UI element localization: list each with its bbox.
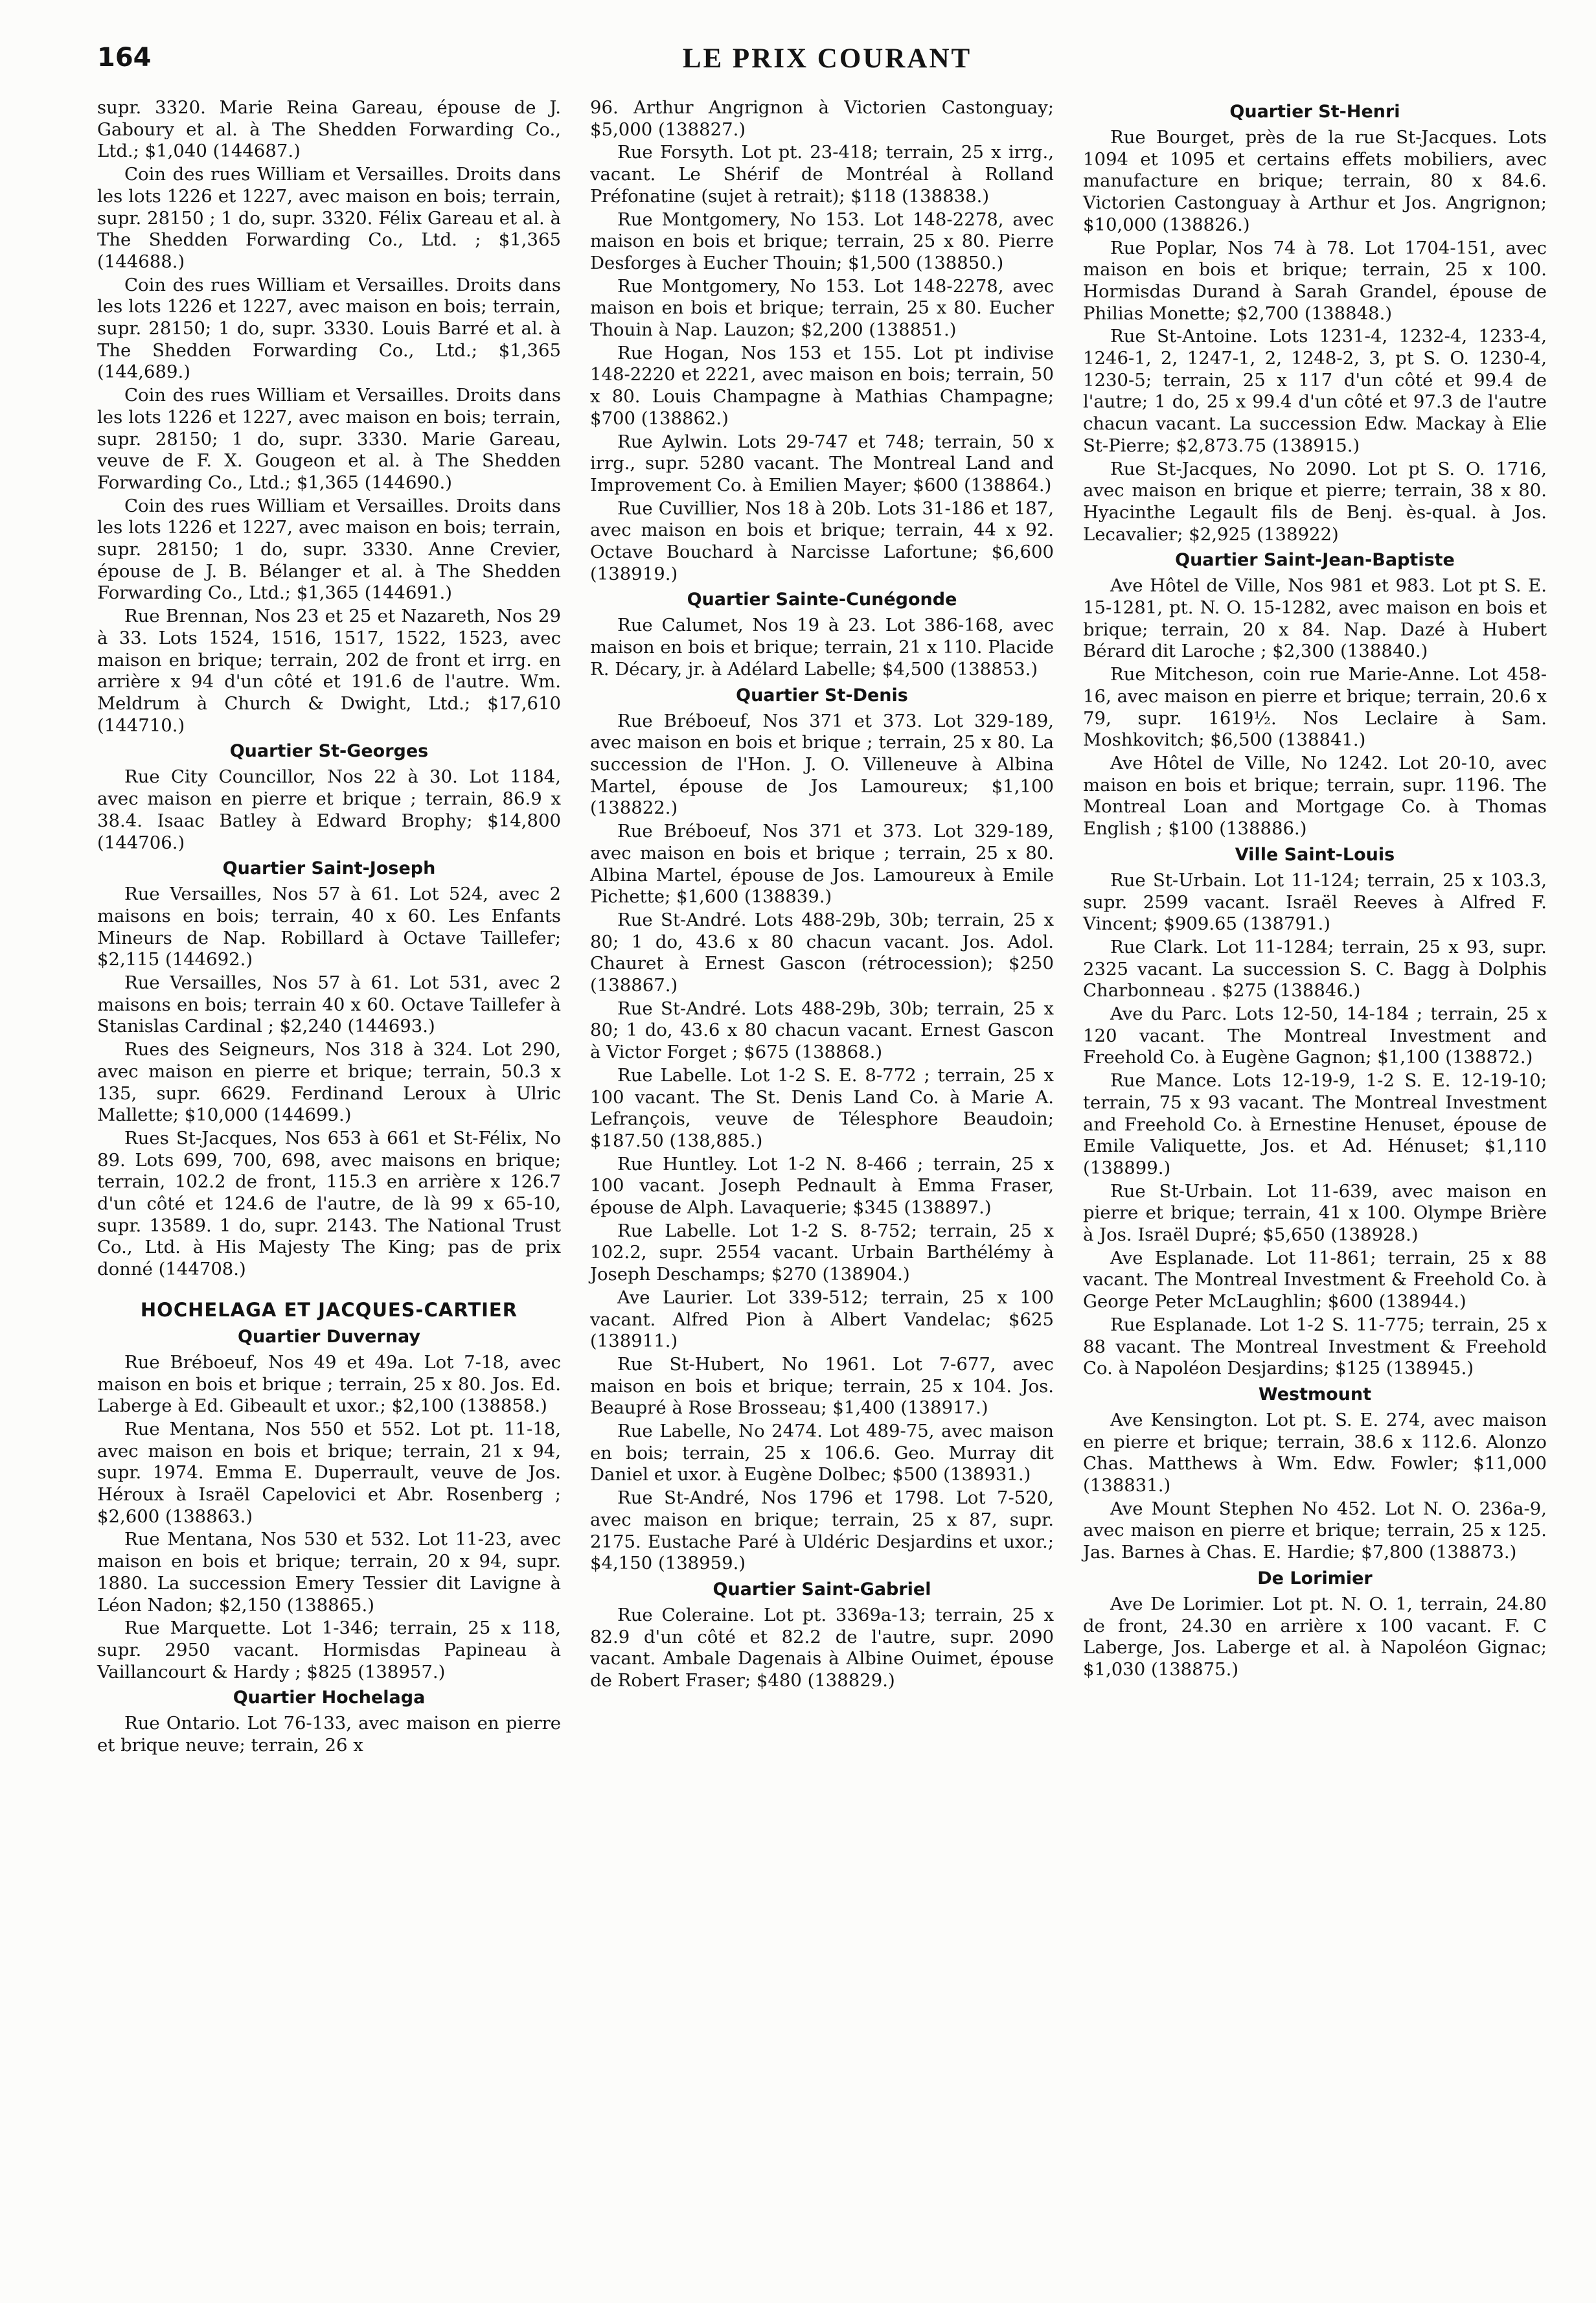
transaction-entry: Rue Coleraine. Lot pt. 3369a-13; terrain, 25 x 82.9 d'un côté et 82.2 de l'autre, supr. 2090 vacant. Ambale Dagenais à Albine Ouimet, épouse de Robert Fraser; $480 (138829.) — [590, 1605, 1054, 1691]
district-heading: Quartier Sainte-Cunégonde — [687, 590, 957, 610]
district-heading: Quartier Saint-Gabriel — [712, 1579, 931, 1599]
district-heading: Quartier Hochelaga — [233, 1688, 426, 1708]
transaction-entry: Rue Cuvillier, Nos 18 à 20b. Lots 31-186 et 187, avec maison en bois et brique; terrain, 44 x 92. Octave Bouchard à Narcisse Lafortune; $6,600 (138919.) — [590, 498, 1054, 584]
journal-title: LE PRIX COURANT — [682, 43, 972, 74]
transaction-entry: Rue Mentana, Nos 530 et 532. Lot 11-23, avec maison en bois et brique; terrain, 20 x 94, supr. 1880. La succession Emery Tessier dit Lavigne à Léon Nadon; $2,150 (138865.) — [97, 1529, 561, 1616]
transaction-entry: Rue Forsyth. Lot pt. 23-418; terrain, 25 x irrg., vacant. Le Shérif de Montréal à Rolland Préfonatine (sujet à retrait); $118 (138838.) — [590, 142, 1054, 207]
transaction-entry: Rue St-André. Lots 488-29b, 30b; terrain, 25 x 80; 1 do, 43.6 x 80 chacun vacant. Jos. Adol. Chauret à Ernest Gascon (rétrocession); $250 (138867.) — [590, 909, 1054, 996]
transaction-entry: Rue St-Urbain. Lot 11-124; terrain, 25 x 103.3, supr. 2599 vacant. Israël Reeves à Alfred F. Vincent; $909.65 (138791.) — [1083, 869, 1547, 935]
text-columns — [97, 97, 1557, 1758]
transaction-entry: Rue Marquette. Lot 1-346; terrain, 25 x 118, supr. 2950 vacant. Hormisdas Papineau à Vaillancourt & Hardy ; $825 (138957.) — [97, 1618, 561, 1682]
transaction-entry: Ave Hôtel de Ville, No 1242. Lot 20-10, avec maison en bois et brique; terrain, supr. 1196. The Montreal Loan and Mortgage Co. à Thomas English ; $100 (138886.) — [1083, 752, 1547, 840]
transaction-entry: Rue Bourget, près de la rue St-Jacques. Lots 1094 et 1095 et certains effets mobiliers, avec manufacture en brique; terrain, 80 x 84.6. Victorien Castonguay à Arthur et Jos. Angrignon; $10,000 (138826.) — [1083, 127, 1547, 235]
transaction-entry: Coin des rues William et Versailles. Droits dans les lots 1226 et 1227, avec maison en bois; terrain, supr. 28150; 1 do, supr. 3330. Louis Barré et al. à The Shedden Forwarding Co., Ltd.; $1,365 (144,689.) — [97, 274, 561, 383]
transaction-entry: Ave De Lorimier. Lot pt. N. O. 1, terrain, 24.80 de front, 24.30 en arrière x 100 vacant. F. C Laberge, Jos. Laberge et al. à Napoléon Gignac; $1,030 (138875.) — [1083, 1593, 1547, 1680]
transaction-entry: Rue Bréboeuf, Nos 49 et 49a. Lot 7-18, avec maison en bois et brique ; terrain, 25 x 80. Jos. Ed. Laberge à Ed. Gibeault et uxor.; $2,100 (138858.) — [97, 1351, 561, 1417]
transaction-entry: Rue Poplar, Nos 74 à 78. Lot 1704-151, avec maison en bois et brique; terrain, 25 x 100. Hormisdas Durand à Sarah Grandel, épouse de Philias Monette; $2,700 (138848.) — [1083, 237, 1547, 324]
transaction-entry: Coin des rues William et Versailles. Droits dans les lots 1226 et 1227, avec maison en bois; terrain, supr. 28150; 1 do, supr. 3330. Anne Crevier, épouse de J. B. Bélanger et al. à The Shedden Forwarding Co., Ltd.; $1,365 (144691.) — [97, 495, 561, 604]
district-heading: Quartier St-Henri — [1229, 102, 1400, 122]
section-heading: HOCHELAGA ET JACQUES-CARTIER — [140, 1298, 518, 1321]
transaction-entry: Rue Labelle. Lot 1-2 S. 8-752; terrain, 25 x 102.2, supr. 2554 vacant. Urbain Barthélémy à Joseph Deschamps; $270 (138904.) — [590, 1220, 1054, 1285]
transaction-entry: Rue Ontario. Lot 76-133, avec maison en pierre et brique neuve; terrain, 26 x — [97, 1713, 561, 1756]
transaction-entry: Ave Mount Stephen No 452. Lot N. O. 236a-9, avec maison en pierre et brique; terrain, 25 x 125. Jas. Barnes à Chas. E. Hardie; $7,800 (138873.) — [1083, 1498, 1547, 1563]
transaction-entry: Rue St-André. Lots 488-29b, 30b; terrain, 25 x 80; 1 do, 43.6 x 80 chacun vacant. Ernest Gascon à Victor Forget ; $675 (138868.) — [590, 998, 1054, 1063]
transaction-entry: Rue St-André, Nos 1796 et 1798. Lot 7-520, avec maison en brique; terrain, 25 x 87, supr. 2175. Eustache Paré à Uldéric Desjardins et uxor.; $4,150 (138959.) — [590, 1487, 1054, 1574]
district-heading: Quartier St-Denis — [736, 685, 908, 705]
transaction-entry: Coin des rues William et Versailles. Droits dans les lots 1226 et 1227, avec maison en bois; terrain, supr. 28150; 1 do, supr. 3330. Marie Gareau, veuve de F. X. Gougeon et al. à The Shedden Forwarding Co., Ltd.; $1,365 (144690.) — [97, 385, 561, 493]
transaction-entry: Rue Bréboeuf, Nos 371 et 373. Lot 329-189, avec maison en bois et brique ; terrain, 25 x 80. Albina Martel, épouse de Jos. Lamoureux à Emile Pichette; $1,600 (138839.) — [590, 821, 1054, 908]
transaction-entry: Rue Hogan, Nos 153 et 155. Lot pt indivise 148-2220 et 2221, avec maison en bois; terrain, 50 x 80. Louis Champagne à Mathias Champagne; $700 (138862.) — [590, 342, 1054, 429]
transaction-entry: Rues des Seigneurs, Nos 318 à 324. Lot 290, avec maison en pierre et brique; terrain, 50.3 x 135, supr. 6629. Ferdinand Leroux à Ulric Mallette; $10,000 (144699.) — [97, 1039, 561, 1126]
district-heading: Quartier St-Georges — [229, 741, 429, 762]
district-heading: Quartier Saint-Jean-Baptiste — [1175, 550, 1455, 571]
district-heading: Ville Saint-Louis — [1235, 844, 1395, 865]
transaction-entry: Ave du Parc. Lots 12-50, 14-184 ; terrain, 25 x 120 vacant. The Montreal Investment and Freehold Co. à Eugène Gagnon; $1,100 (138872.) — [1083, 1003, 1547, 1068]
transaction-entry: Rue Labelle. Lot 1-2 S. E. 8-772 ; terrain, 25 x 100 vacant. The St. Denis Land Co. à Marie A. Lefrançois, veuve de Télesphore Beaudoin; $187.50 (138,885.) — [590, 1064, 1054, 1151]
transaction-entry: 96. Arthur Angrignon à Victorien Castonguay; $5,000 (138827.) — [590, 97, 1054, 140]
transaction-entry: Rue Versailles, Nos 57 à 61. Lot 531, avec 2 maisons en bois; terrain 40 x 60. Octave Taillefer à Stanislas Cardinal ; $2,240 (144693.) — [97, 972, 561, 1037]
transaction-entry: Rue Clark. Lot 11-1284; terrain, 25 x 93, supr. 2325 vacant. La succession S. C. Bagg à Dolphis Charbonneau . $275 (138846.) — [1083, 936, 1547, 1002]
transaction-entry: Coin des rues William et Versailles. Droits dans les lots 1226 et 1227, avec maison en bois; terrain, supr. 28150 ; 1 do, supr. 3320. Félix Gareau et al. à The Shedden Forwarding Co., Ltd. ; $1,365 (144688.) — [97, 164, 561, 272]
transaction-entry: Ave Kensington. Lot pt. S. E. 274, avec maison en pierre et brique; terrain, 38.6 x 112.6. Alonzo Chas. Matthews à Wm. Edw. Fowler; $11,000 (138831.) — [1083, 1409, 1547, 1496]
column-right — [1083, 97, 1547, 1758]
column-middle — [590, 97, 1054, 1758]
transaction-entry: Rue Mance. Lots 12-19-9, 1-2 S. E. 12-19-10; terrain, 75 x 93 vacant. The Montreal Investment and Freehold Co. à Ernestine Henuset, épouse de Emile Valiquette, Jos. et Ad. Hénuset; $1,110 (138899.) — [1083, 1070, 1547, 1178]
transaction-entry: Rue Labelle, No 2474. Lot 489-75, avec maison en bois; terrain, 25 x 106.6. Geo. Murray dit Daniel et uxor. à Eugène Dolbec; $500 (138931.) — [590, 1421, 1054, 1485]
transaction-entry: Rue Esplanade. Lot 1-2 S. 11-775; terrain, 25 x 88 vacant. The Montreal Investment & Freehold Co. à Napoléon Desjardins; $125 (138945.) — [1083, 1314, 1547, 1379]
transaction-entry: Rue City Councillor, Nos 22 à 30. Lot 1184, avec maison en pierre et brique ; terrain, 86.9 x 38.4. Isaac Batley à Edward Brophy; $14,800 (144706.) — [97, 766, 561, 853]
transaction-entry: Rue Mentana, Nos 550 et 552. Lot pt. 11-18, avec maison en bois et brique; terrain, 21 x 94, supr. 1974. Emma E. Duperrault, veuve de Jos. Héroux à Israël Capelovici et Abr. Rosenberg ; $2,600 (138863.) — [97, 1418, 561, 1527]
transaction-entry: Rue Montgomery, No 153. Lot 148-2278, avec maison en bois et brique; terrain, 25 x 80. Eucher Thouin à Nap. Lauzon; $2,200 (138851.) — [590, 275, 1054, 341]
district-heading: Westmount — [1258, 1384, 1372, 1404]
transaction-entry: Rue Bréboeuf, Nos 371 et 373. Lot 329-189, avec maison en bois et brique ; terrain, 25 x 80. La succession de l'Hon. J. O. Villeneuve à Albina Martel, épouse de Jos Lamoureux; $1,100 (138822.) — [590, 710, 1054, 819]
transaction-entry: Rue Aylwin. Lots 29-747 et 748; terrain, 50 x irrg., supr. 5280 vacant. The Montreal Land and Improvement Co. à Emilien Mayer; $600 (138864.) — [590, 431, 1054, 496]
district-heading: Quartier Saint-Joseph — [222, 858, 436, 879]
transaction-entry: Rue Huntley. Lot 1-2 N. 8-466 ; terrain, 25 x 100 vacant. Joseph Pednault à Emma Fraser, épouse de Alph. Lavaquerie; $345 (138897.) — [590, 1153, 1054, 1219]
transaction-entry: Ave Esplanade. Lot 11-861; terrain, 25 x 88 vacant. The Montreal Investment & Freehold Co. à George Peter McLaughlin; $600 (138944.) — [1083, 1247, 1547, 1312]
transaction-entry: Ave Hôtel de Ville, Nos 981 et 983. Lot pt S. E. 15-1281, pt. N. O. 15-1282, avec maison en bois et brique; terrain, 20 x 84. Nap. Dazé à Hubert Bérard dit Laroche ; $2,300 (138840.) — [1083, 575, 1547, 662]
transaction-entry: Ave Laurier. Lot 339-512; terrain, 25 x 100 vacant. Alfred Pion à Albert Vandelac; $625 (138911.) — [590, 1287, 1054, 1352]
transaction-entry: Rues St-Jacques, Nos 653 à 661 et St-Félix, No 89. Lots 699, 700, 698, avec maisons en brique; terrain, 102.2 de front, 115.3 en arrière x 126.7 d'un côté et 124.6 de l'autre, de là 99 x 65-10, supr. 13589. 1 do, supr. 2143. The National Trust Co., Ltd. à His Majesty The King; pas de prix donné (144708.) — [97, 1127, 561, 1280]
transaction-entry: Rue St-Antoine. Lots 1231-4, 1232-4, 1233-4, 1246-1, 2, 1247-1, 2, 1248-2, 3, pt S. O. 1230-4, 1230-5; terrain, 25 x 117 d'un côté et 99.4 de l'autre; 1 do, 25 x 99.4 d'un côté et 97.3 de l'autre chacun vacant. La succession Edw. Mackay à Elie St-Pierre; $2,873.75 (138915.) — [1083, 326, 1547, 456]
transaction-entry: Rue St-Hubert, No 1961. Lot 7-677, avec maison en bois et brique; terrain, 25 x 104. Jos. Beaupré à Rose Brosseau; $1,400 (138917.) — [590, 1353, 1054, 1419]
transaction-entry: supr. 3320. Marie Reina Gareau, épouse de J. Gaboury et al. à The Shedden Forwarding Co., Ltd.; $1,040 (144687.) — [97, 97, 561, 162]
transaction-entry: Rue St-Jacques, No 2090. Lot pt S. O. 1716, avec maison en brique et pierre; terrain, 38 x 80. Hyacinthe Legault fils de Benj. ès-qual. à Jos. Lecavalier; $2,925 (138922) — [1083, 458, 1547, 545]
district-heading: Quartier Duvernay — [238, 1326, 420, 1347]
page-number: 164 — [97, 43, 152, 73]
district-heading: De Lorimier — [1257, 1568, 1373, 1588]
running-head — [97, 39, 1557, 97]
column-left — [97, 97, 561, 1758]
transaction-entry: Rue Montgomery, No 153. Lot 148-2278, avec maison en bois et brique; terrain, 25 x 80. Pierre Desforges à Eucher Thouin; $1,500 (138850.) — [590, 209, 1054, 273]
transaction-entry: Rue Brennan, Nos 23 et 25 et Nazareth, Nos 29 à 33. Lots 1524, 1516, 1517, 1522, 1523, avec maison en brique; terrain, 202 de front et irrg. en arrière x 94 d'un côté et 191.6 de l'autre. Wm. Meldrum à Church & Dwight, Ltd.; $17,610 (144710.) — [97, 606, 561, 736]
transaction-entry: Rue Versailles, Nos 57 à 61. Lot 524, avec 2 maisons en bois; terrain, 40 x 60. Les Enfants Mineurs de Nap. Robillard à Octave Taillefer; $2,115 (144692.) — [97, 884, 561, 970]
transaction-entry: Rue Mitcheson, coin rue Marie-Anne. Lot 458-16, avec maison en pierre et brique; terrain, 20.6 x 79, supr. 1619½. Nos Leclaire à Sam. Moshkovitch; $6,500 (138841.) — [1083, 664, 1547, 751]
transaction-entry: Rue St-Urbain. Lot 11-639, avec maison en pierre et brique; terrain, 41 x 100. Olympe Brière à Jos. Israël Dupré; $5,650 (138928.) — [1083, 1180, 1547, 1246]
transaction-entry: Rue Calumet, Nos 19 à 23. Lot 386-168, avec maison en bois et brique; terrain, 21 x 110. Placide R. Décary, jr. à Adélard Labelle; $4,500 (138853.) — [590, 615, 1054, 680]
